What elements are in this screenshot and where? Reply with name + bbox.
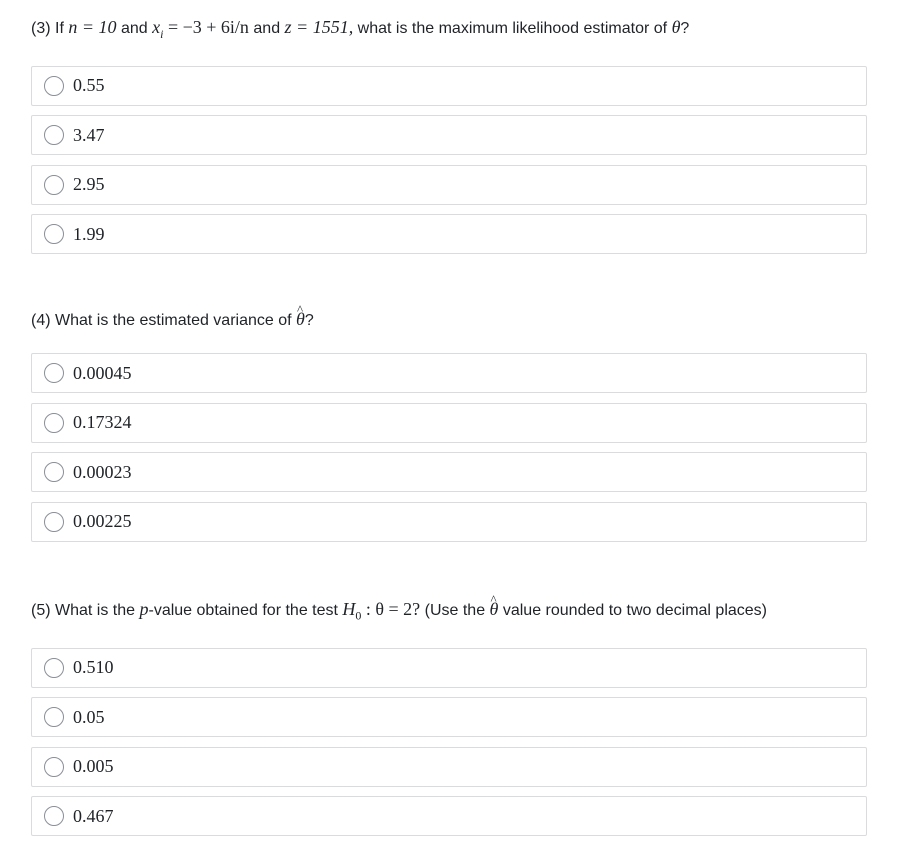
q5-option-2[interactable] (31, 697, 867, 737)
q5-option-4[interactable] (31, 796, 867, 836)
radio-button[interactable] (44, 363, 64, 383)
q3-option-2[interactable] (31, 115, 867, 155)
option-label: 2.95 (73, 174, 105, 195)
option-label: 1.99 (73, 223, 105, 244)
radio-button[interactable] (44, 658, 64, 678)
question-4-options (31, 353, 867, 542)
q3-option-3[interactable] (31, 165, 867, 205)
radio-button[interactable] (44, 462, 64, 482)
q4-option-4[interactable] (31, 502, 867, 542)
radio-button[interactable] (44, 76, 64, 96)
option-label: 0.00225 (73, 511, 132, 532)
q4-option-2[interactable] (31, 403, 867, 443)
option-label: 3.47 (73, 124, 105, 145)
radio-button[interactable] (44, 125, 64, 145)
question-3-text: (3) If n = 10 and $x_i = -3 + 6i/n$ and z = 1551, what is the maximum likelihood estimator of θ? (31, 17, 690, 41)
radio-button[interactable] (44, 707, 64, 727)
radio-button[interactable] (44, 512, 64, 532)
option-label: 0.00023 (73, 461, 132, 482)
q4-option-3[interactable] (31, 452, 867, 492)
radio-button[interactable] (44, 806, 64, 826)
question-4 (31, 307, 867, 551)
option-label: 0.05 (73, 706, 105, 727)
question-3 (31, 15, 867, 264)
radio-button[interactable] (44, 175, 64, 195)
question-5-text: (5) What is the p-value obtained for the test $H_0$ : θ = 2? (Use the ^ θ value rounded to two decimal places) (31, 597, 867, 628)
q3-option-1[interactable] (31, 66, 867, 106)
radio-button[interactable] (44, 224, 64, 244)
question-5-options (31, 648, 867, 837)
option-label: 0.005 (73, 756, 114, 777)
option-label: 0.17324 (73, 412, 132, 433)
option-label: 0.510 (73, 657, 114, 678)
question-4-text: (4) What is the estimated variance of ^ θ? (31, 307, 867, 333)
question-3-options (31, 66, 867, 255)
radio-button[interactable] (44, 757, 64, 777)
option-label: 0.467 (73, 805, 114, 826)
option-label: 0.00045 (73, 362, 132, 383)
option-label: 0.55 (73, 75, 105, 96)
radio-button[interactable] (44, 413, 64, 433)
q3-option-4[interactable] (31, 214, 867, 254)
q4-option-1[interactable] (31, 353, 867, 393)
question-5 (31, 597, 867, 846)
q5-option-1[interactable] (31, 648, 867, 688)
q5-option-3[interactable] (31, 747, 867, 787)
